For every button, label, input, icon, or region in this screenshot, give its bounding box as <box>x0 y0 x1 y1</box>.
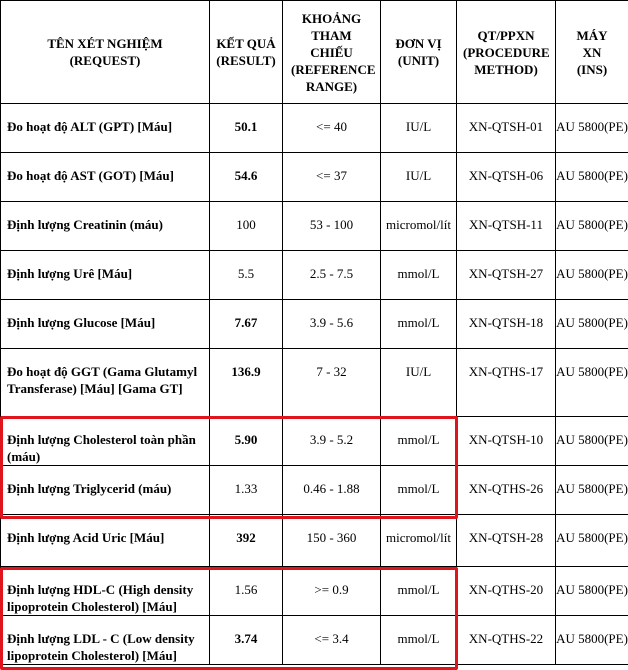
instrument-name: AU 5800(PE) <box>556 202 628 251</box>
procedure-code: XN-QTHS-20 <box>457 567 556 616</box>
instrument-name: AU 5800(PE) <box>556 251 628 300</box>
test-name: Đo hoạt độ ALT (GPT) [Máu] <box>1 104 210 153</box>
instrument-name: AU 5800(PE) <box>556 567 628 616</box>
test-unit: mmol/L <box>381 300 457 349</box>
test-unit: mmol/L <box>381 251 457 300</box>
procedure-code: XN-QTHS-22 <box>457 616 556 665</box>
test-result: 54.6 <box>210 153 283 202</box>
header-reference: KHOẢNG THAM CHIẾU (REFERENCE RANGE) <box>283 1 381 104</box>
test-result: 50.1 <box>210 104 283 153</box>
header-row <box>1 1 628 104</box>
procedure-code: XN-QTSH-06 <box>457 153 556 202</box>
procedure-code: XN-QTSH-18 <box>457 300 556 349</box>
instrument-name: AU 5800(PE) <box>556 349 628 417</box>
table-row <box>1 104 628 153</box>
test-result: 1.56 <box>210 567 283 616</box>
test-unit: mmol/L <box>381 567 457 616</box>
test-unit: IU/L <box>381 153 457 202</box>
instrument-name: AU 5800(PE) <box>556 104 628 153</box>
instrument-name: AU 5800(PE) <box>556 466 628 515</box>
table-row <box>1 567 628 616</box>
test-result: 3.74 <box>210 616 283 665</box>
test-name: Định lượng HDL-C (High density lipoprotein Cholesterol) [Máu] <box>1 567 210 616</box>
reference-range: <= 40 <box>283 104 381 153</box>
test-name: Định lượng Creatinin (máu) <box>1 202 210 251</box>
reference-range: 0.46 - 1.88 <box>283 466 381 515</box>
table-row <box>1 417 628 466</box>
test-unit: mmol/L <box>381 466 457 515</box>
test-unit: mmol/L <box>381 616 457 665</box>
test-unit: mmol/L <box>381 417 457 466</box>
instrument-name: AU 5800(PE) <box>556 515 628 567</box>
table-row <box>1 349 628 417</box>
procedure-code: XN-QTSH-11 <box>457 202 556 251</box>
test-unit: micromol/lít <box>381 202 457 251</box>
table-row <box>1 515 628 567</box>
header-ins: MÁY XN (INS) <box>556 1 628 104</box>
table-row <box>1 251 628 300</box>
test-name: Đo hoạt độ GGT (Gama Glutamyl Transferase) [Máu] [Gama GT] <box>1 349 210 417</box>
test-result: 5.5 <box>210 251 283 300</box>
instrument-name: AU 5800(PE) <box>556 417 628 466</box>
procedure-code: XN-QTSH-01 <box>457 104 556 153</box>
procedure-code: XN-QTSH-27 <box>457 251 556 300</box>
table-row <box>1 300 628 349</box>
test-name: Định lượng LDL - C (Low density lipoprotein Cholesterol) [Máu] <box>1 616 210 665</box>
test-unit: IU/L <box>381 104 457 153</box>
instrument-name: AU 5800(PE) <box>556 616 628 665</box>
test-result: 7.67 <box>210 300 283 349</box>
test-unit: IU/L <box>381 349 457 417</box>
reference-range: <= 37 <box>283 153 381 202</box>
reference-range: >= 0.9 <box>283 567 381 616</box>
reference-range: 150 - 360 <box>283 515 381 567</box>
test-name: Định lượng Urê [Máu] <box>1 251 210 300</box>
test-result: 392 <box>210 515 283 567</box>
test-name: Đo hoạt độ AST (GOT) [Máu] <box>1 153 210 202</box>
procedure-code: XN-QTHS-17 <box>457 349 556 417</box>
reference-range: 3.9 - 5.2 <box>283 417 381 466</box>
table-row <box>1 202 628 251</box>
procedure-code: XN-QTSH-28 <box>457 515 556 567</box>
test-name: Định lượng Glucose [Máu] <box>1 300 210 349</box>
reference-range: 7 - 32 <box>283 349 381 417</box>
test-result: 136.9 <box>210 349 283 417</box>
test-result: 5.90 <box>210 417 283 466</box>
table-row <box>1 466 628 515</box>
header-unit: ĐƠN VỊ (UNIT) <box>381 1 457 104</box>
procedure-code: XN-QTHS-26 <box>457 466 556 515</box>
reference-range: 3.9 - 5.6 <box>283 300 381 349</box>
test-name: Định lượng Acid Uric [Máu] <box>1 515 210 567</box>
table-row <box>1 616 628 665</box>
results-body <box>1 104 628 665</box>
procedure-code: XN-QTSH-10 <box>457 417 556 466</box>
instrument-name: AU 5800(PE) <box>556 300 628 349</box>
test-unit: micromol/lít <box>381 515 457 567</box>
header-result: KẾT QUẢ (RESULT) <box>210 1 283 104</box>
reference-range: 2.5 - 7.5 <box>283 251 381 300</box>
header-request: TÊN XÉT NGHIỆM (REQUEST) <box>1 1 210 104</box>
table-row <box>1 153 628 202</box>
test-name: Định lượng Cholesterol toàn phần (máu) <box>1 417 210 466</box>
reference-range: <= 3.4 <box>283 616 381 665</box>
test-result: 100 <box>210 202 283 251</box>
test-name: Định lượng Triglycerid (máu) <box>1 466 210 515</box>
reference-range: 53 - 100 <box>283 202 381 251</box>
header-procedure: QT/PPXN (PROCEDURE METHOD) <box>457 1 556 104</box>
instrument-name: AU 5800(PE) <box>556 153 628 202</box>
test-result: 1.33 <box>210 466 283 515</box>
